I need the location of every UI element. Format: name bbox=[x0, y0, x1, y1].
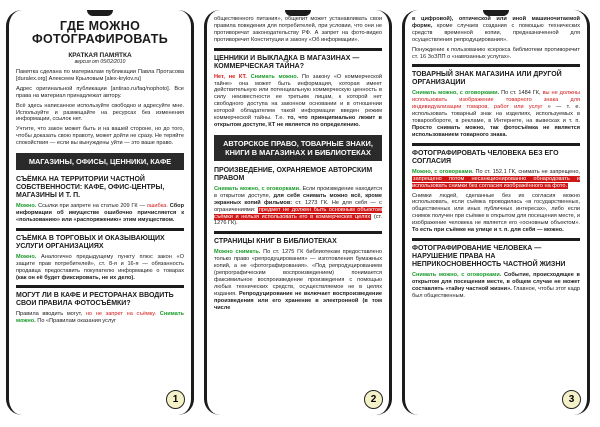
divider bbox=[412, 143, 580, 146]
emphasis: То есть при съёмке на улице и т. п. для себя — можно. bbox=[412, 227, 564, 234]
text: По закону «О коммерческой тайне» она может быть информация, которая имеет действительную или потенциальную коммерческую ценность в силу неизвестности ее третьим лицам, к которой нет свободного доступа на законном основании и в отношении которой обладателем такой информации введен режим коммерческой тайны. Т.е. bbox=[214, 73, 382, 122]
verdict: Снимать можно, с оговорками. bbox=[412, 271, 502, 278]
source-text: Адрес оригинальной публикации [antirao.ru/faq/nophoto]. Все права на материал принадлежат автору. bbox=[16, 85, 184, 99]
text: Правила вводить могут, bbox=[16, 311, 83, 318]
section-title: АВТОРСКОЕ ПРАВО, ТОВАРНЫЕ ЗНАКИ, КНИГИ В МАГАЗИНАХ И БИБЛИОТЕКАХ bbox=[214, 135, 382, 161]
heading-trademark: ТОВАРНЫЙ ЗНАК МАГАЗИНА ИЛИ ДРУГОЙ ОРГАНИЗАЦИИ bbox=[412, 71, 562, 87]
verdict: Снимать можно, с оговорками. bbox=[412, 90, 500, 97]
verdict: Снимать можно, с оговорками. bbox=[214, 185, 301, 192]
emphasis: Репродуцирование не включает воспроизведение произведения или его хранение в электронной (в том числе bbox=[214, 290, 382, 311]
section-title: МАГАЗИНЫ, ОФИСЫ, ЦЕННИКИ, КАФЕ bbox=[16, 153, 184, 170]
text: Если произведение находится в открытом доступе, bbox=[214, 185, 382, 199]
paragraph-copyright bbox=[214, 186, 382, 227]
paragraph-public-interest bbox=[412, 193, 580, 234]
version-label: версия от 05/02/2010 bbox=[74, 59, 126, 65]
paragraph-trademark bbox=[412, 90, 580, 138]
text: Снимки людей, сделанные без их согласия можно использовать, если съёмка проводилась «в государственных, общественных или иных публичных интересах», либо если снимок получен при съёмке в открытом для посещения месте, и изображение человека не является его «основным объектом». bbox=[412, 192, 580, 227]
legal-note: Учтите, что закон может быть и на вашей стороне, но до того, чтобы доказать свою правоту, может дойти не сразу. Не теряйте спокойствия — если вы вынуждены уйти — это ваше право. bbox=[16, 126, 184, 147]
highlighted-restriction: предмет не должен быть основным объектом съёмки и нельзя использовать его в коммерческих целях bbox=[214, 206, 382, 220]
emphasis: Событие, происходящее в открытом для посещения месте, в общем случае не может составлять «тайну частной жизни». bbox=[412, 271, 580, 292]
verdict: Можно. bbox=[16, 203, 37, 210]
emphasis: (как он её будет фиксировать, не их дело). bbox=[16, 274, 135, 281]
continued-text: общественного питания», общепит может устанавливать свои правила поведения для потребителей, при условии, что они не противоречат законодательству РФ. А запрет на фото-видео противоречит Конституции и закону «Об информации». bbox=[214, 16, 382, 43]
text: По «Правилам оказания услуг bbox=[37, 318, 117, 325]
text: Главное, чтобы этот кадр был общественным. bbox=[412, 285, 580, 299]
text: По ст. 1484 ГК, bbox=[501, 90, 541, 97]
page-2-content bbox=[214, 16, 382, 409]
emphasis: Просто снимать можно, так фотосъёмка не является использованием товарного знака. bbox=[412, 124, 580, 138]
divider bbox=[16, 285, 184, 288]
divider bbox=[412, 64, 580, 67]
divider bbox=[16, 228, 184, 231]
paragraph-photo-person bbox=[412, 169, 580, 190]
paragraph-trade-orgs bbox=[16, 254, 184, 282]
paragraph-privacy bbox=[412, 272, 580, 300]
text: » — т. е. использовать товарный знак на изделиях, используемых в товарообороте, в рекламе, в Интернете, на вывесках и т. п. bbox=[412, 104, 580, 125]
divider bbox=[412, 238, 580, 241]
emphasis: для себя снимать можно всё, кроме экранных копий фильмов: bbox=[214, 192, 382, 206]
warning: но не запрет на съёмку. bbox=[85, 311, 157, 318]
text: (ст. 1276 ГК). bbox=[214, 213, 382, 227]
memo-page-3 bbox=[402, 10, 590, 415]
divider bbox=[214, 48, 382, 51]
memo-page-1 bbox=[6, 10, 194, 415]
verdict: Снимать можно. bbox=[16, 311, 184, 325]
divider bbox=[214, 231, 382, 234]
page-number-badge: 1 bbox=[166, 390, 185, 409]
text: Аналогично предыдущему пункту плюс закон «О защите прав потребителей», ст. 8-я и 16-я — обязанность продавца предоставить покупателю информацию о товарах bbox=[16, 253, 184, 274]
heading-cafe-rules: МОГУТ ЛИ В КАФЕ И РЕСТОРАНАХ ВВОДИТЬ СВОИ ПРАВИЛА ФОТОСЪЁМКИ? bbox=[16, 292, 174, 308]
heading-photo-person: ФОТОГРАФИРОВАТЬ ЧЕЛОВЕКА БЕЗ ЕГО СОГЛАСИЯ bbox=[412, 149, 559, 165]
page-title: ГДЕ МОЖНО ФОТОГРАФИРОВАТЬ bbox=[32, 19, 168, 46]
warning: ошибка. bbox=[146, 203, 168, 210]
emphasis: Сбор информации об имуществе ошибочно причисляется к «пользованию» или «распоряжению» этим имуществом. bbox=[16, 203, 184, 223]
paragraph-private-property bbox=[16, 203, 184, 224]
paragraph-library-books bbox=[214, 249, 382, 311]
highlighted-restriction: запрещено потом несанкционированно обнародовать и использовать снимки без согласия изображённого на фото. bbox=[412, 175, 580, 189]
continued-text bbox=[412, 16, 580, 44]
intro-text: Памятка сделана по материалам публикации Павла Протасова [duralex.org] Алексеем Крыловым [alex-krylov.ru] bbox=[16, 69, 184, 82]
memo-page-2 bbox=[204, 10, 392, 415]
usage-note: Всё здесь написанное используйте свободно и адресуйте мне. Используйте и размещайте на ресурсах без изменения информации, ссылок нет. bbox=[16, 102, 184, 123]
emphasis: в цифровой), оптической или иной машиночитаемой форме, bbox=[412, 16, 580, 29]
heading-price-tags: ЦЕННИКИ И ВЫКЛАДКА В МАГАЗИНАХ — КОММЕРЧЕСКАЯ ТАЙНА? bbox=[214, 54, 360, 70]
verdict: Можно. bbox=[16, 253, 37, 260]
text: По ст. 1275 ГК библиотекам предоставлено только право «репродуцирования» — изготовления бумажных копий, а не «фотографирования». «Под репродуцированием (репрографическим воспроизведением) понимается факсимильное воспроизведение произведения с помощью любых технических средств, осуществляемое не в целях издания. bbox=[214, 249, 382, 297]
heading-trade-orgs: СЪЁМКА В ТОРГОВЫХ И ОКАЗЫВАЮЩИХ УСЛУГИ ОРГАНИЗАЦИЯХ bbox=[16, 234, 165, 250]
text: ст. 1273 ГК. Не для себя — с ограничениями: bbox=[214, 199, 382, 213]
emphasis: то, что принципиально лежит в открытом доступе, КТ не является по определению. bbox=[214, 115, 382, 128]
page-number-badge: 3 bbox=[562, 390, 581, 409]
page-3-content bbox=[412, 16, 580, 409]
heading-private-property: СЪЁМКА НА ТЕРРИТОРИИ ЧАСТНОЙ СОБСТВЕННОСТИ: КАФЕ, ОФИС-ЦЕНТРЫ, МАГАЗИНЫ И Т. П. bbox=[16, 176, 165, 200]
verdict-no: Нет, не КТ. bbox=[214, 73, 247, 80]
heading-library-books: СТРАНИЦЫ КНИГ В БИБЛИОТЕКАХ bbox=[214, 238, 337, 246]
verdict: Снимать можно. bbox=[250, 73, 299, 80]
page-number-badge: 2 bbox=[364, 390, 383, 409]
paragraph-cafe-rules bbox=[16, 311, 184, 325]
copier-note: Понуждение к пользованию ксерокса библиотеки противоречит ст. 16 ЗоЗПП о «навязанных услугах». bbox=[412, 46, 580, 60]
verdict: Можно снимать. bbox=[214, 249, 261, 256]
warning: вы не должны использовать изображение товарного знака для индивидуализации товаров, работ или услуг bbox=[412, 90, 580, 111]
page-subtitle: КРАТКАЯ ПАМЯТКА bbox=[68, 52, 132, 59]
heading-privacy: ФОТОГРАФИРОВАНИЕ ЧЕЛОВЕКА — НАРУШЕНИЕ ПРАВА НА НЕПРИКОСНОВЕННОСТЬ ЧАСТНОЙ ЖИЗНИ bbox=[412, 244, 566, 268]
page-1-content bbox=[16, 16, 184, 409]
verdict: Можно, с оговорками. bbox=[412, 168, 474, 175]
text: Ссылки при запрете на статью 209 ГК — bbox=[38, 203, 146, 210]
text: кроме случаев создания с помощью технических средств временной копии, предназначенной для осуществления репродуцирования». bbox=[412, 22, 580, 43]
text: По ст. 152.1 ГК, снимать не запрещено, bbox=[475, 168, 580, 175]
heading-copyright: ПРОИЗВЕДЕНИЕ, ОХРАНЯЕМОЕ АВТОРСКИМ ПРАВОМ bbox=[214, 166, 373, 182]
paragraph-price-tags bbox=[214, 74, 382, 129]
